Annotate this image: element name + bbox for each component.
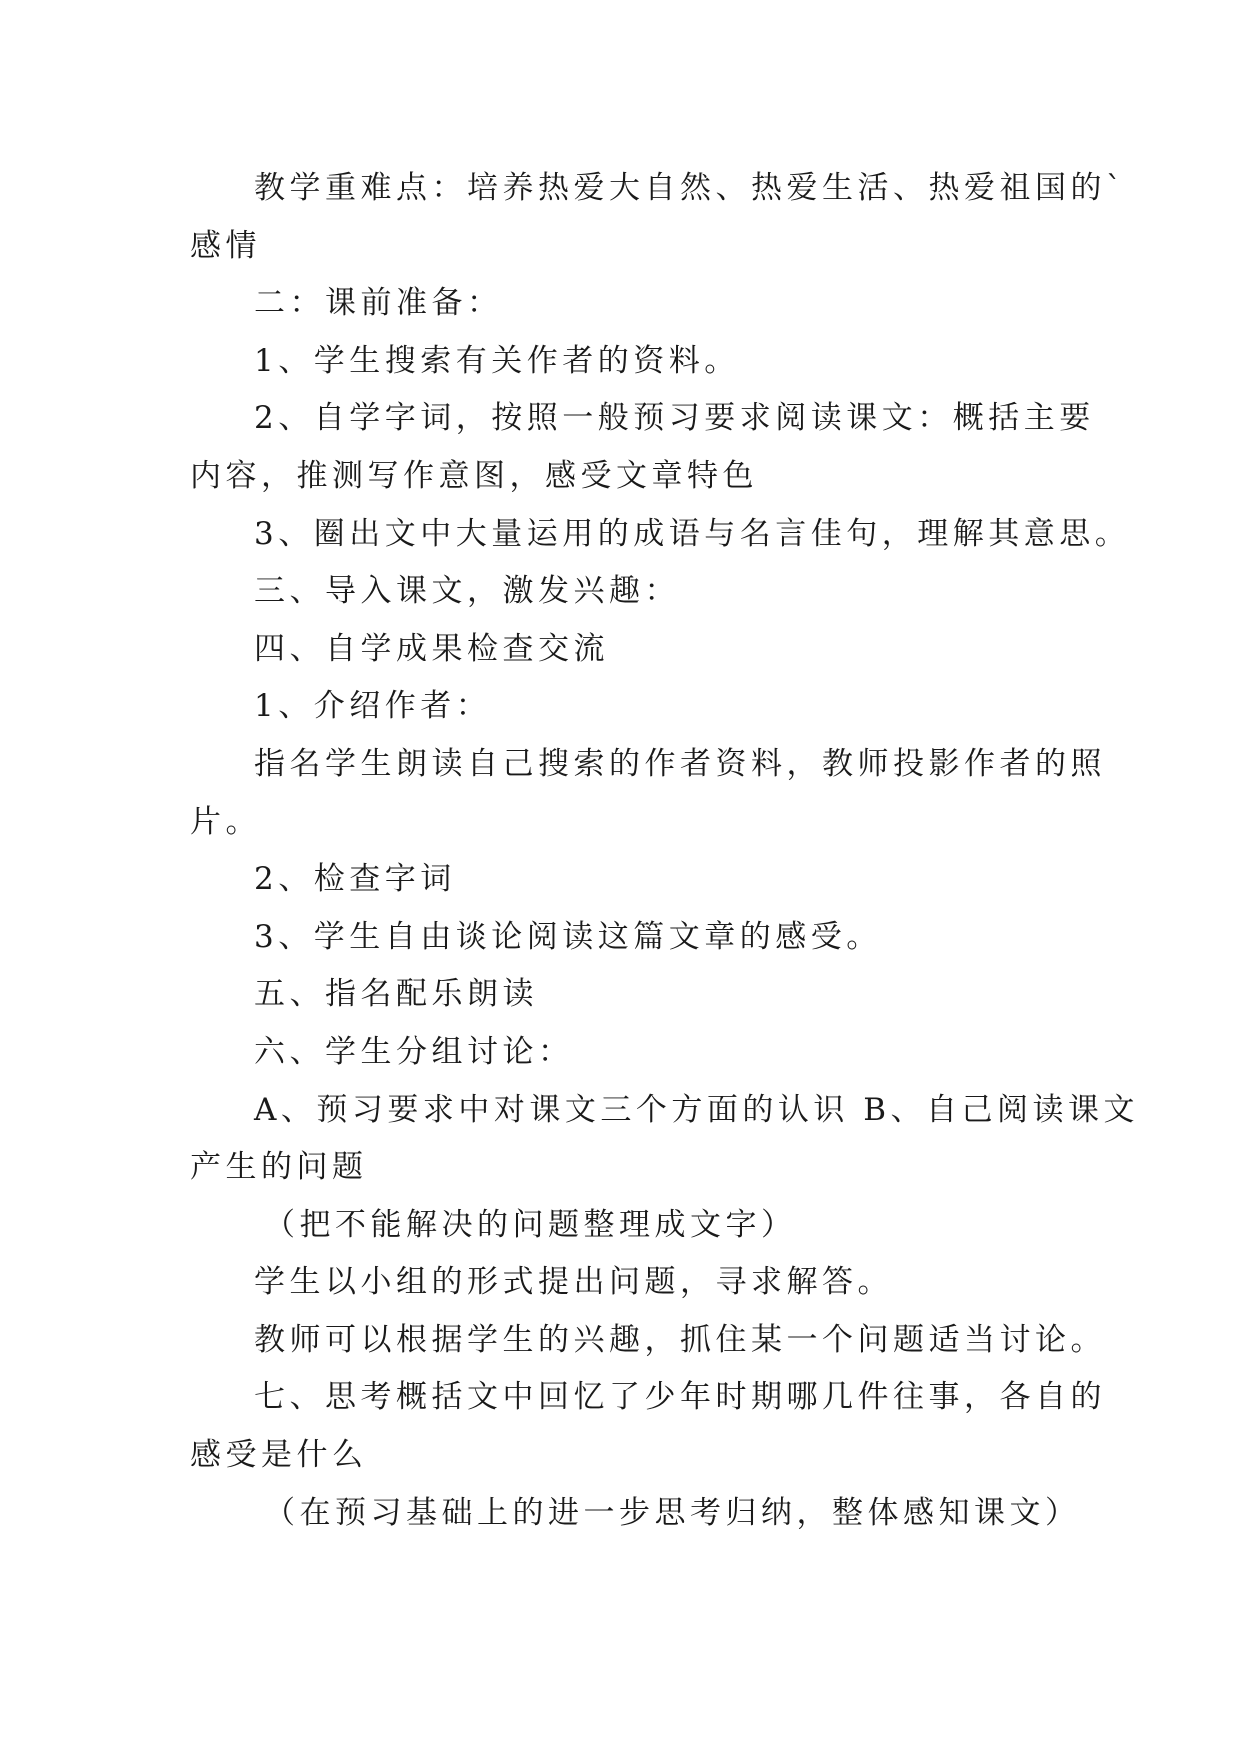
text-line: A、预习要求中对课文三个方面的认识 B、自己阅读课文 (254, 1091, 1140, 1128)
text-line: 内容，推测写作意图，感受文章特色 (190, 457, 758, 494)
text-line: 感受是什么 (190, 1437, 368, 1474)
text-line: 2、检查字词 (254, 861, 456, 898)
text-line: 3、圈出文中大量运用的成语与名言佳句，理解其意思。 (254, 515, 1131, 552)
section-heading: 二：课前准备： (254, 285, 503, 322)
text-line: 产生的问题 (190, 1149, 368, 1186)
section-heading: 七、思考概括文中回忆了少年时期哪几件往事，各自的 (254, 1379, 1106, 1416)
text-line: 教学重难点：培养热爱大自然、热爱生活、热爱祖国的` (254, 170, 1126, 206)
section-heading: 三、导入课文，激发兴趣： (254, 573, 680, 610)
section-heading: 六、学生分组讨论： (254, 1033, 574, 1070)
text-line: 教师可以根据学生的兴趣，抓住某一个问题适当讨论。 (254, 1321, 1106, 1358)
text-line: 3、学生自由谈论阅读这篇文章的感受。 (254, 918, 882, 955)
text-line: 指名学生朗读自己搜索的作者资料，教师投影作者的照 (254, 745, 1106, 782)
section-heading: 五、指名配乐朗读 (254, 976, 538, 1013)
text-line: 感情 (190, 227, 261, 264)
document-body (190, 160, 1140, 1542)
text-line: 1、学生搜索有关作者的资料。 (254, 342, 740, 379)
text-line: 1、介绍作者： (254, 688, 492, 725)
text-line: （在预习基础上的进一步思考归纳，整体感知课文） (264, 1494, 1081, 1531)
text-line: 学生以小组的形式提出问题，寻求解答。 (254, 1264, 893, 1301)
text-line: 2、自学字词，按照一般预习要求阅读课文：概括主要 (254, 400, 1095, 437)
text-line: 片。 (190, 803, 261, 840)
text-line: （把不能解决的问题整理成文字） (264, 1206, 797, 1243)
section-heading: 四、自学成果检查交流 (254, 630, 609, 667)
